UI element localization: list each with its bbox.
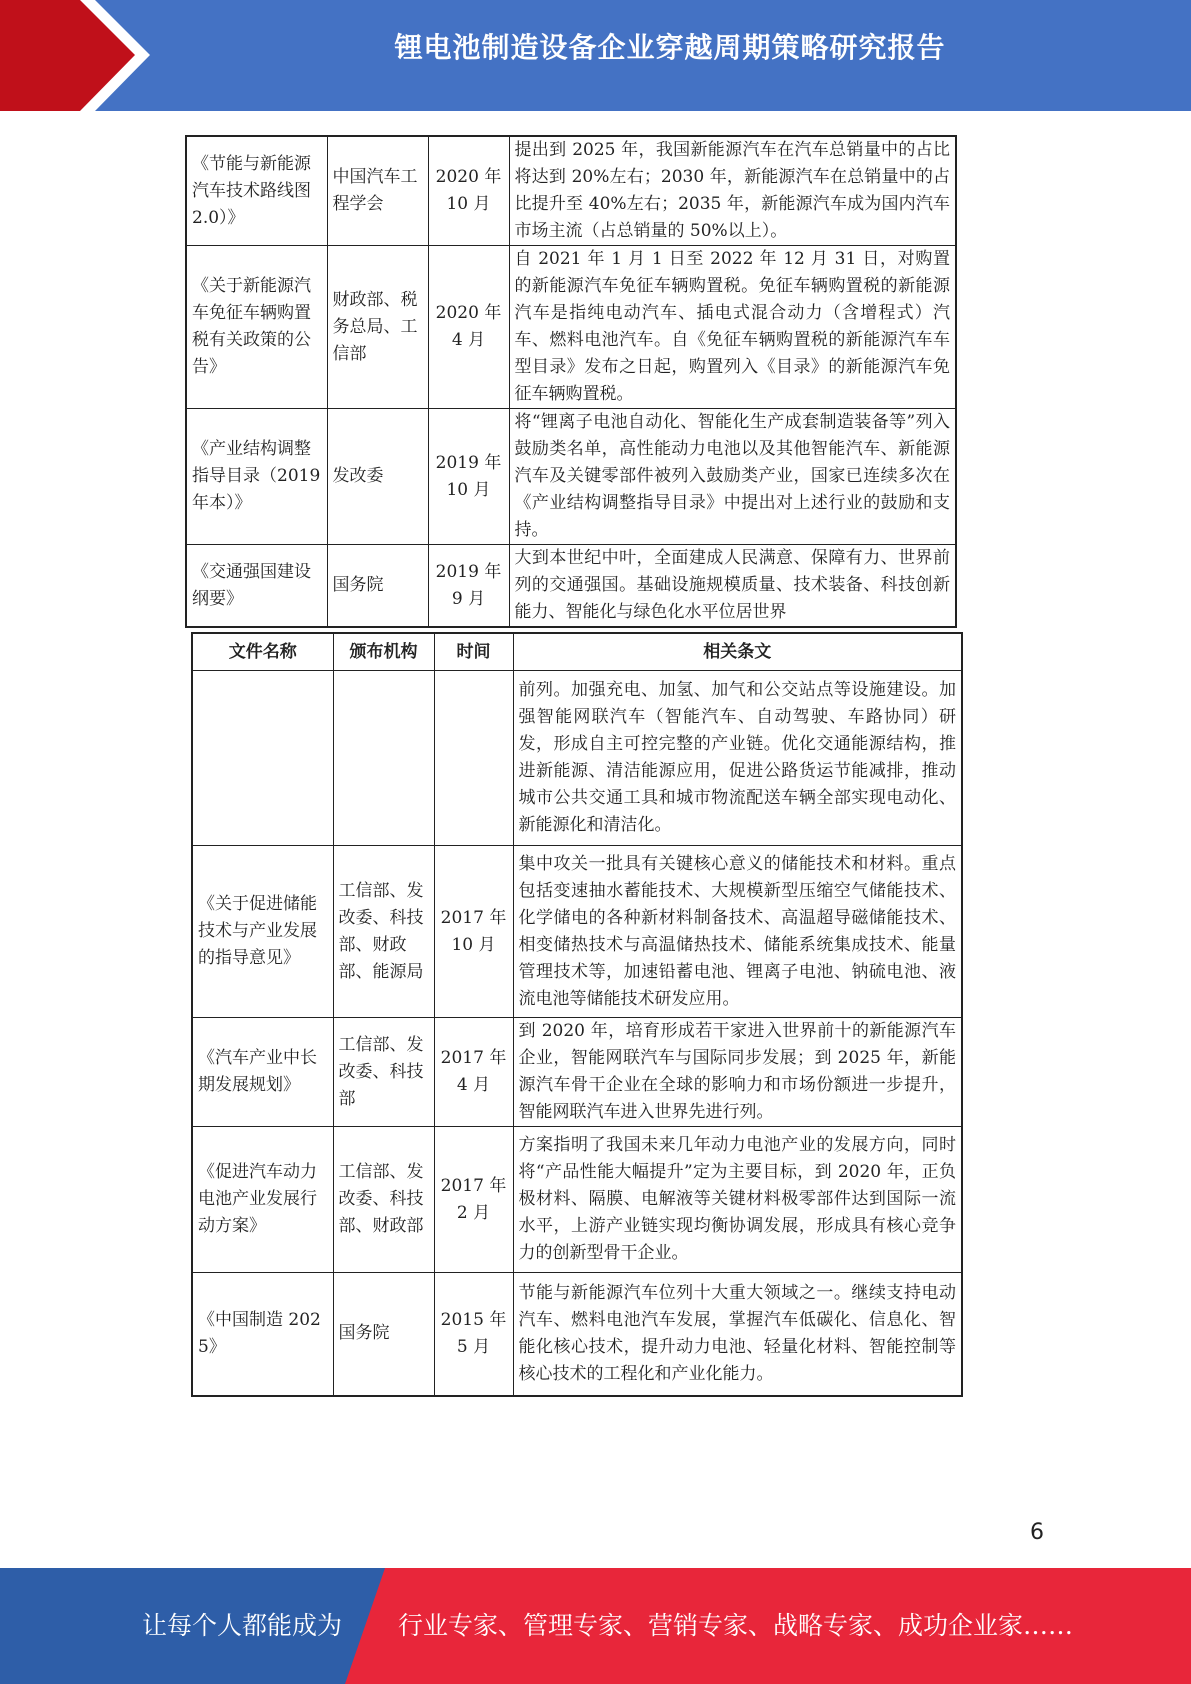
table-row (192, 846, 962, 1018)
issuer-cell: 国务院 (327, 545, 428, 628)
policy-table-part2 (191, 632, 963, 1397)
header-chevron-decoration (0, 0, 160, 111)
doc-name-cell: 《关于新能源汽车免征车辆购置税有关政策的公告》 (186, 246, 327, 409)
table-row (186, 409, 956, 545)
clause-cell: 方案指明了我国未来几年动力电池产业的发展方向，同时将“产品性能大幅提升”定为主要目标，到 2020 年，正负极材料、隔膜、电解液等关键材料极零部件达到国际一流水平，上游产业链实现均衡协调发展，形成具有核心竞争力的创新型骨干企业。 (513, 1127, 962, 1273)
table-row (186, 136, 956, 246)
table-row (192, 671, 962, 846)
column-header-clause: 相关条文 (513, 633, 962, 671)
table-row (186, 545, 956, 628)
clause-cell: 将“锂离子电池自动化、智能化生产成套制造装备等”列入鼓励类名单，高性能动力电池以及其他智能汽车、新能源汽车及关键零部件被列入鼓励类产业，国家已连续多次在《产业结构调整指导目录》中提出对上述行业的鼓励和支持。 (509, 409, 956, 545)
doc-name-cell: 《关于促进储能技术与产业发展的指导意见》 (192, 846, 333, 1018)
policy-table-part1 (185, 135, 957, 628)
doc-name-cell: 《中国制造 2025》 (192, 1273, 333, 1396)
table-row (186, 246, 956, 409)
doc-name-cell: 《产业结构调整指导目录（2019 年本）》 (186, 409, 327, 545)
issuer-cell: 财政部、税务总局、工信部 (327, 246, 428, 409)
issuer-cell: 工信部、发改委、科技部 (333, 1018, 434, 1127)
date-cell: 2019 年 10 月 (428, 409, 509, 545)
report-title: 锂电池制造设备企业穿越周期策略研究报告 (394, 31, 946, 64)
date-cell: 2017 年 2 月 (434, 1127, 513, 1273)
page-header (0, 0, 1191, 111)
date-cell (434, 671, 513, 846)
column-header-name: 文件名称 (192, 633, 333, 671)
footer-slogan-right: 行业专家、管理专家、营销专家、战略专家、成功企业家…… (398, 1611, 1074, 1640)
column-header-issuer: 颁布机构 (333, 633, 434, 671)
table-header-row (192, 633, 962, 671)
issuer-cell: 国务院 (333, 1273, 434, 1396)
column-header-date: 时间 (434, 633, 513, 671)
page-footer (0, 1568, 1191, 1684)
date-cell: 2017 年 10 月 (434, 846, 513, 1018)
footer-slogan-left: 让每个人都能成为 (142, 1611, 343, 1640)
clause-cell: 提出到 2025 年，我国新能源汽车在汽车总销量中的占比将达到 20%左右；2030 年，新能源汽车在总销量中的占比提升至 40%左右；2035 年，新能源汽车成为国内汽车市场主流（占总销量的 50%以上）。 (509, 136, 956, 246)
doc-name-cell: 《促进汽车动力电池产业发展行动方案》 (192, 1127, 333, 1273)
table-row (192, 1273, 962, 1396)
issuer-cell: 发改委 (327, 409, 428, 545)
clause-cell: 集中攻关一批具有关键核心意义的储能技术和材料。重点包括变速抽水蓄能技术、大规模新型压缩空气储能技术、化学储电的各种新材料制备技术、高温超导磁储能技术、相变储热技术与高温储热技术、储能系统集成技术、能量管理技术等，加速铅蓄电池、锂离子电池、钠硫电池、液流电池等储能技术研发应用。 (513, 846, 962, 1018)
date-cell: 2015 年 5 月 (434, 1273, 513, 1396)
date-cell: 2020 年 10 月 (428, 136, 509, 246)
issuer-cell: 工信部、发改委、科技部、财政部、能源局 (333, 846, 434, 1018)
table-row (192, 1127, 962, 1273)
doc-name-cell: 《交通强国建设纲要》 (186, 545, 327, 628)
clause-cell: 节能与新能源汽车位列十大重大领域之一。继续支持电动汽车、燃料电池汽车发展，掌握汽车低碳化、信息化、智能化核心技术，提升动力电池、轻量化材料、智能控制等核心技术的工程化和产业化能力。 (513, 1273, 962, 1396)
date-cell: 2019 年 9 月 (428, 545, 509, 628)
issuer-cell: 工信部、发改委、科技部、财政部 (333, 1127, 434, 1273)
doc-name-cell: 《汽车产业中长期发展规划》 (192, 1018, 333, 1127)
page-number: 6 (1030, 1520, 1044, 1545)
issuer-cell: 中国汽车工程学会 (327, 136, 428, 246)
clause-cell: 到 2020 年，培育形成若干家进入世界前十的新能源汽车企业，智能网联汽车与国际同步发展；到 2025 年，新能源汽车骨干企业在全球的影响力和市场份额进一步提升，智能网联汽车进入世界先进行列。 (513, 1018, 962, 1127)
table-row (192, 1018, 962, 1127)
doc-name-cell: 《节能与新能源汽车技术路线图 2.0）》 (186, 136, 327, 246)
clause-cell: 前列。加强充电、加氢、加气和公交站点等设施建设。加强智能网联汽车（智能汽车、自动驾驶、车路协同）研发，形成自主可控完整的产业链。优化交通能源结构，推进新能源、清洁能源应用，促进公路货运节能减排，推动城市公共交通工具和城市物流配送车辆全部实现电动化、新能源化和清洁化。 (513, 671, 962, 846)
doc-name-cell (192, 671, 333, 846)
clause-cell: 自 2021 年 1 月 1 日至 2022 年 12 月 31 日，对购置的新能源汽车免征车辆购置税。免征车辆购置税的新能源汽车是指纯电动汽车、插电式混合动力（含增程式）汽车、燃料电池汽车。自《免征车辆购置税的新能源汽车车型目录》发布之日起，购置列入《目录》的新能源汽车免征车辆购置税。 (509, 246, 956, 409)
issuer-cell (333, 671, 434, 846)
date-cell: 2017 年 4 月 (434, 1018, 513, 1127)
date-cell: 2020 年 4 月 (428, 246, 509, 409)
clause-cell: 大到本世纪中叶，全面建成人民满意、保障有力、世界前列的交通强国。基础设施规模质量、技术装备、科技创新能力、智能化与绿色化水平位居世界 (509, 545, 956, 628)
